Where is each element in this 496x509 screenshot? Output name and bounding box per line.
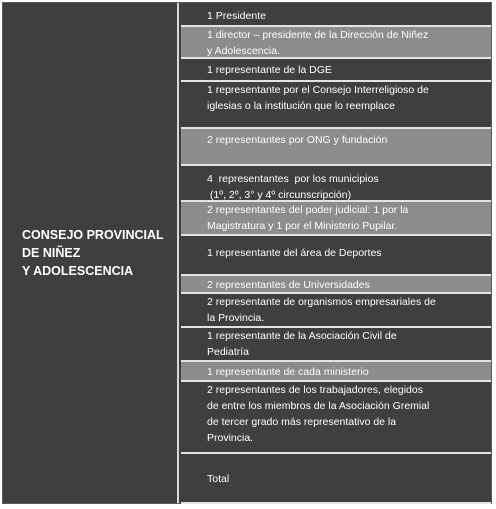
member-text-line: la Provincia.	[207, 312, 265, 324]
member-row	[181, 236, 491, 276]
member-text	[207, 382, 485, 446]
member-text-line: Pediatría	[207, 346, 250, 358]
member-text	[207, 8, 485, 24]
member-text	[207, 132, 485, 148]
member-row	[181, 276, 491, 294]
member-text	[207, 27, 485, 59]
member-text-line: 1 representante del área de Deportes	[207, 247, 382, 259]
member-row	[181, 382, 491, 454]
member-text	[207, 62, 485, 78]
member-row	[181, 59, 491, 82]
member-text-line: 1 representante por el Consejo Interreligioso de	[207, 84, 429, 96]
member-text-line: de entre los miembros de la Asociación Gremial	[207, 400, 430, 412]
member-text	[207, 294, 485, 326]
member-text-line: 2 representantes del poder judicial: 1 por la	[207, 204, 409, 216]
council-title-line: CONSEJO PROVINCIAL	[22, 228, 164, 242]
member-text	[207, 171, 485, 203]
member-text	[207, 277, 485, 293]
member-row	[181, 129, 491, 166]
member-text	[207, 328, 485, 360]
members-list	[181, 3, 491, 504]
member-text-line: 2 representantes por ONG y fundación	[207, 134, 388, 146]
member-text-line: 1 Presidente	[207, 10, 266, 22]
member-text-line: y Adolescencia.	[207, 45, 280, 57]
member-text-line: 1 representante de cada ministerio	[207, 366, 369, 378]
member-text	[207, 364, 485, 380]
member-row	[181, 27, 491, 59]
member-text-line: de tercer grado más representativo de la	[207, 416, 397, 428]
member-row	[181, 82, 491, 129]
member-text-line: Magistratura y 1 por el Ministerio Pupilar.	[207, 220, 398, 232]
member-text-line: 1 representante de la DGE	[207, 64, 332, 76]
member-text	[207, 202, 485, 234]
member-text-line: Total	[207, 473, 230, 485]
member-text-line: 4 representantes por los municipios	[207, 173, 379, 185]
member-row	[181, 202, 491, 236]
member-row	[181, 454, 491, 504]
member-row	[181, 294, 491, 328]
member-text-line: 2 representantes de Universidades	[207, 279, 370, 291]
council-title	[22, 226, 182, 280]
council-title-line: DE NIÑEZ	[22, 246, 81, 260]
member-text	[207, 245, 485, 261]
member-text-line: (1º, 2º, 3° y 4º circunscripción)	[207, 189, 352, 201]
member-text	[207, 82, 485, 114]
member-text-line: Provincia.	[207, 432, 254, 444]
council-title-line: Y ADOLESCENCIA	[22, 264, 134, 278]
member-text-line: iglesias o la institución que lo reemplace	[207, 100, 395, 112]
member-text-line: 2 representante de organismos empresariales de	[207, 296, 436, 308]
member-text-line: 1 representante de la Asociación Civil de	[207, 330, 397, 342]
member-row	[181, 166, 491, 202]
member-row	[181, 362, 491, 382]
member-row	[181, 328, 491, 362]
member-text	[207, 471, 485, 487]
member-row	[181, 3, 491, 27]
member-text-line: 2 representantes de los trabajadores, elegidos	[207, 384, 423, 396]
member-text-line: 1 director – presidente de la Dirección de Niñez	[207, 29, 429, 41]
